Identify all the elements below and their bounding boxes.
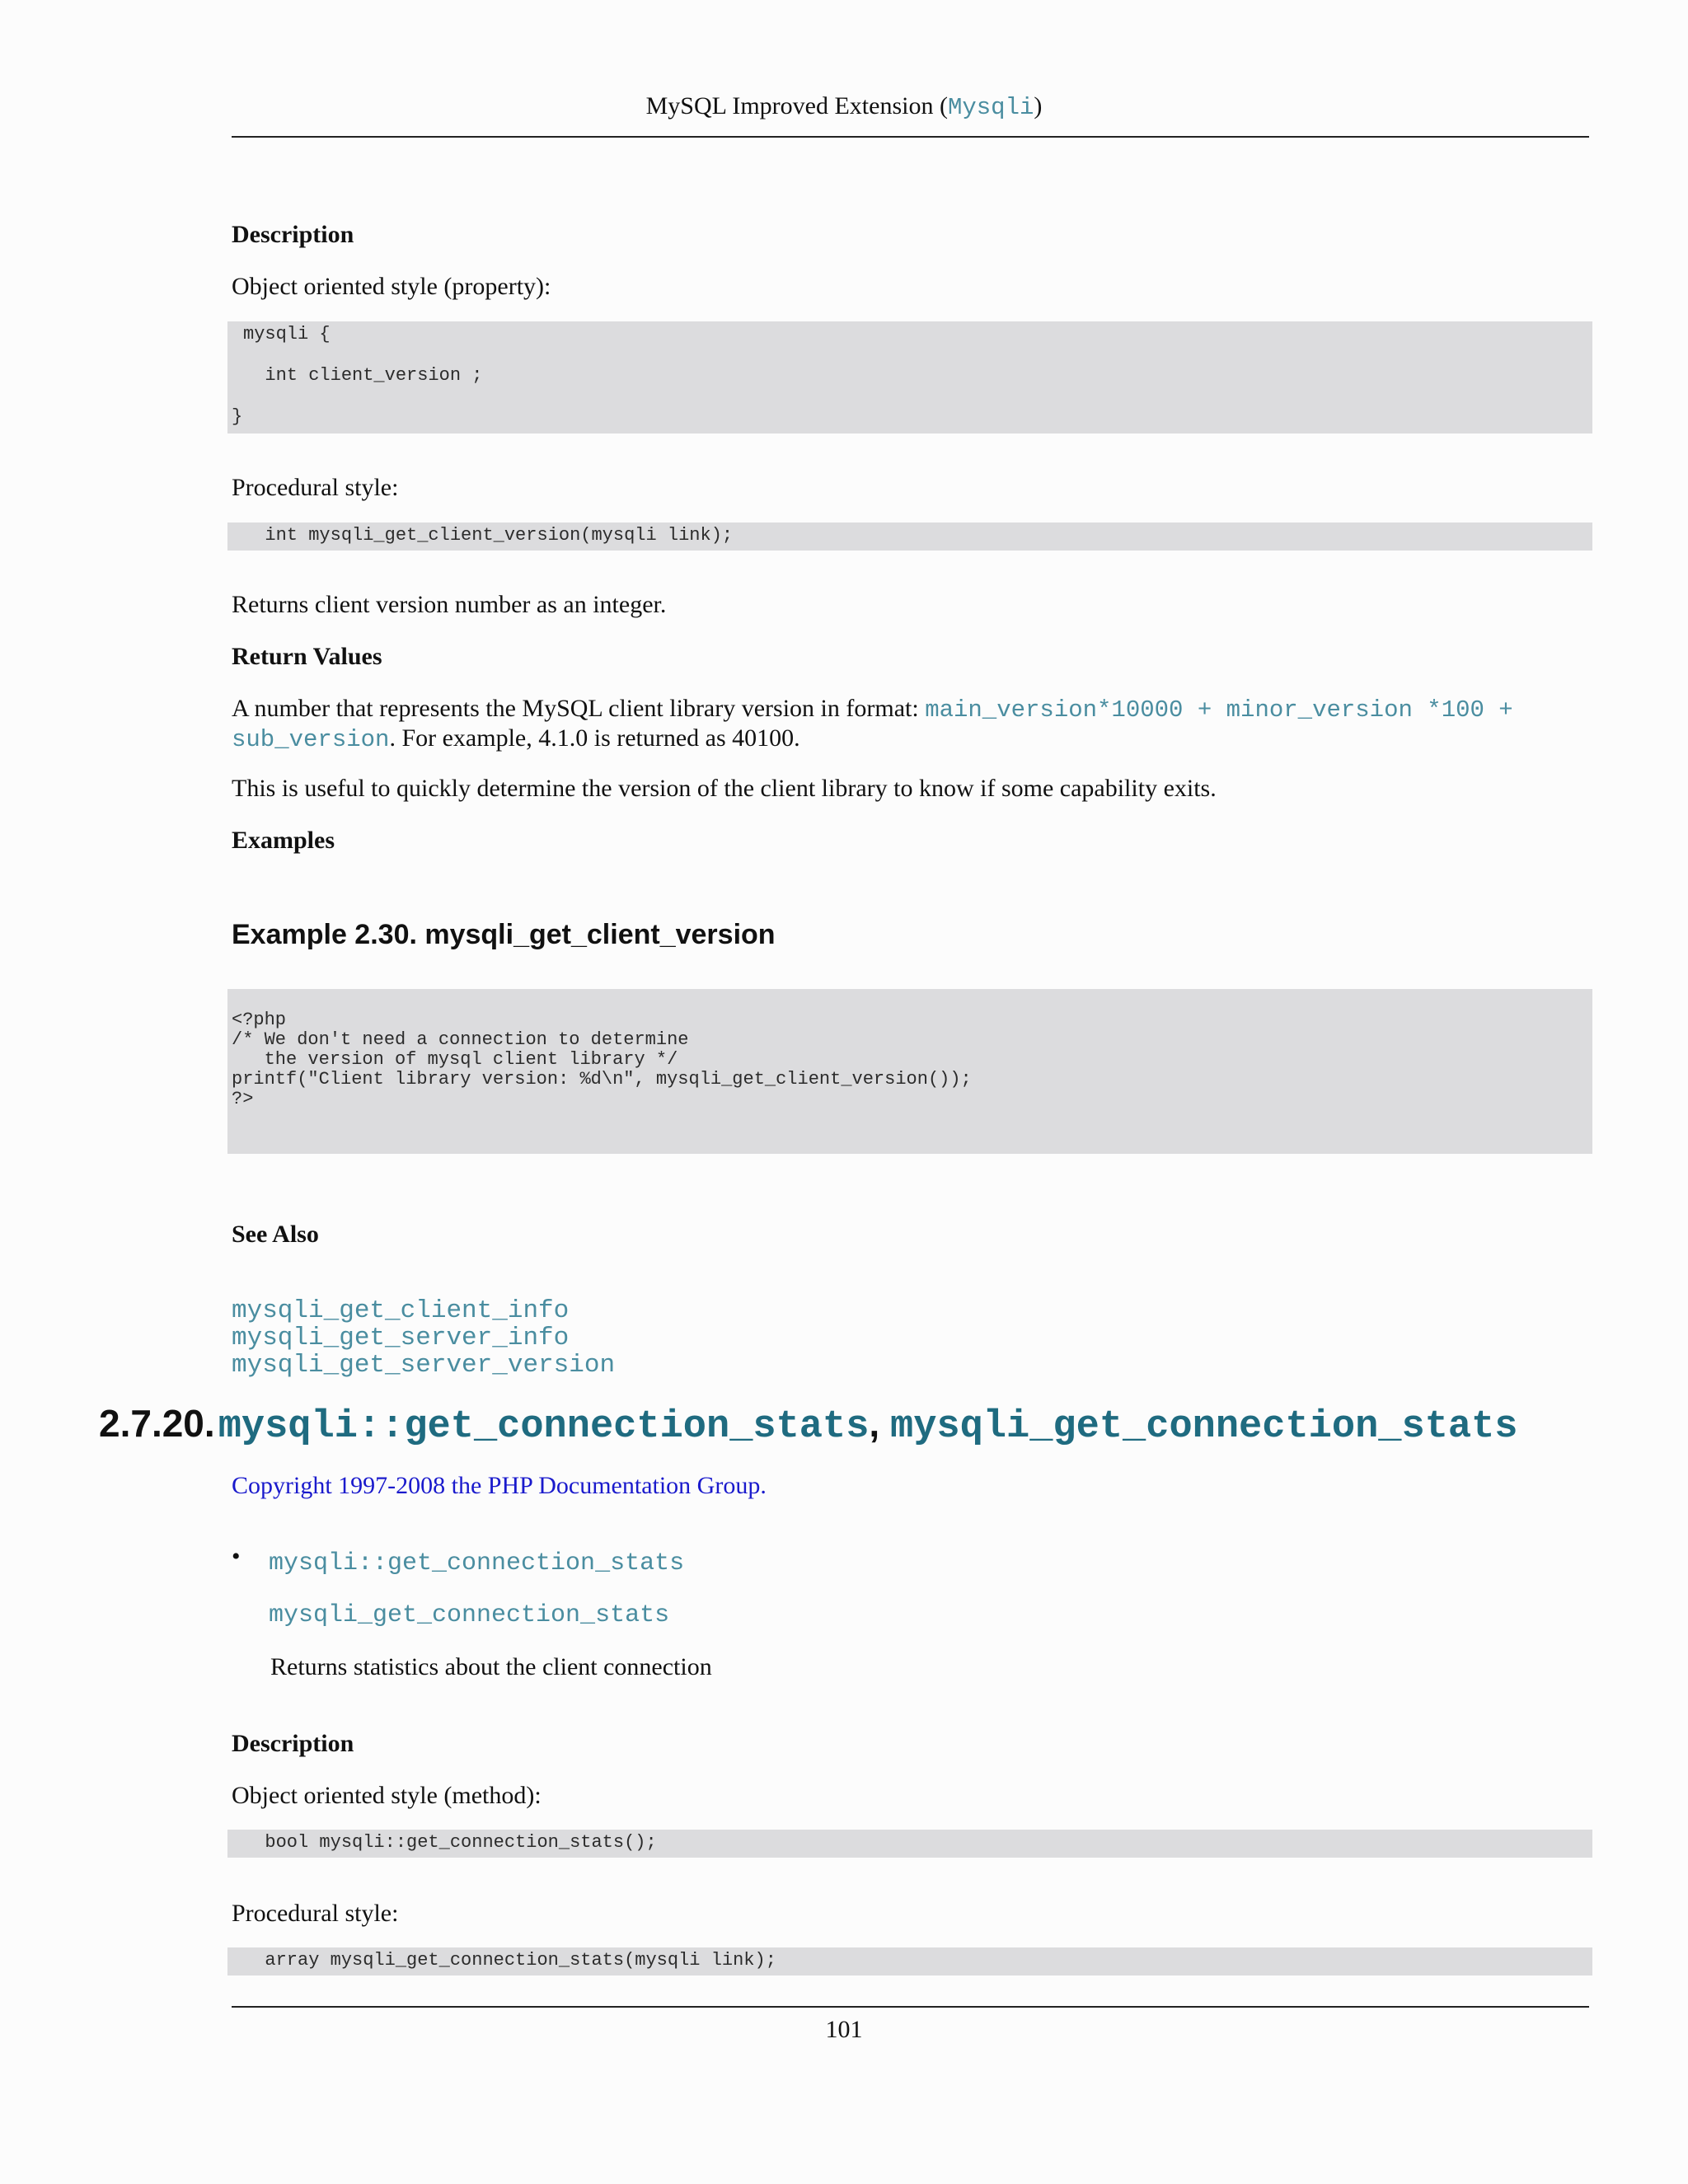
see-also-heading: See Also: [232, 1221, 319, 1248]
new-procedural-code-block: [227, 1947, 1592, 1975]
header-title-code: Mysqli: [947, 94, 1034, 121]
see-also-link-client-info[interactable]: mysqli_get_client_info: [232, 1296, 570, 1325]
bullet-name-method: mysqli::get_connection_stats: [269, 1549, 685, 1577]
oo-code-line2: int client_version ;: [243, 365, 483, 386]
copyright-link[interactable]: Copyright 1997-2008 the PHP Documentation Group.: [232, 1472, 767, 1499]
procedural-label: Procedural style:: [232, 474, 399, 501]
new-procedural-label: Procedural style:: [232, 1900, 399, 1927]
new-oo-code-block: [227, 1830, 1592, 1858]
page-number: 101: [825, 2016, 863, 2043]
return-values-heading: Return Values: [232, 643, 382, 670]
header-rule: [232, 136, 1589, 138]
section-title-method: mysqli::get_connection_stats: [218, 1405, 870, 1449]
header-title-prefix: MySQL Improved Extension (: [645, 92, 948, 120]
return-text-prefix: A number that represents the MySQL client library version in format:: [232, 695, 926, 722]
return-code-formula: main_version*10000 + minor_version *100 +: [925, 696, 1513, 724]
summary-text: Returns client version number as an integer.: [232, 591, 667, 618]
section-number: 2.7.20.: [99, 1402, 215, 1445]
new-oo-style-label: Object oriented style (method):: [232, 1782, 542, 1809]
new-description-heading: Description: [232, 1730, 354, 1757]
example-title: Example 2.30. mysqli_get_client_version: [232, 919, 776, 950]
section-title-sep: ,: [869, 1402, 890, 1445]
example-code: <?php /* We don't need a connection to determine the version of mysql client library */ printf("Client library version: %d\n", mysqli_get_client_version()); ?>: [232, 1010, 972, 1109]
running-header: [0, 92, 1688, 121]
usefulness-text: This is useful to quickly determine the version of the client library to know if some capability exits.: [232, 775, 1217, 802]
bullet-name-function: mysqli_get_connection_stats: [269, 1601, 670, 1629]
see-also-link-server-info[interactable]: mysqli_get_server_info: [232, 1324, 570, 1352]
examples-heading: Examples: [232, 827, 335, 854]
footer-rule: [232, 2006, 1589, 2008]
return-text-suffix: . For example, 4.1.0 is returned as 40100.: [389, 724, 800, 752]
header-title-suffix: ): [1034, 92, 1043, 120]
bullet-description: Returns statistics about the client connection: [270, 1653, 712, 1680]
oo-style-label: Object oriented style (property):: [232, 273, 551, 300]
procedural-code: int mysqli_get_client_version(mysqli link);: [243, 525, 734, 546]
section-heading: [99, 1401, 1518, 1449]
bullet-marker: •: [232, 1543, 241, 1570]
oo-code-line3: }: [232, 406, 243, 427]
new-procedural-code: array mysqli_get_connection_stats(mysqli link);: [243, 1950, 776, 1971]
see-also-link-server-version[interactable]: mysqli_get_server_version: [232, 1351, 616, 1380]
oo-code-line1: mysqli {: [243, 324, 331, 344]
section-title-function: mysqli_get_connection_stats: [889, 1405, 1518, 1449]
return-values-text: [232, 695, 1600, 754]
description-heading: Description: [232, 221, 354, 248]
return-code-subversion: sub_version: [232, 726, 390, 753]
procedural-code-block: [227, 523, 1592, 551]
new-oo-code: bool mysqli::get_connection_stats();: [243, 1832, 657, 1853]
oo-code-block: [227, 321, 1592, 434]
example-code-block: [227, 989, 1592, 1154]
